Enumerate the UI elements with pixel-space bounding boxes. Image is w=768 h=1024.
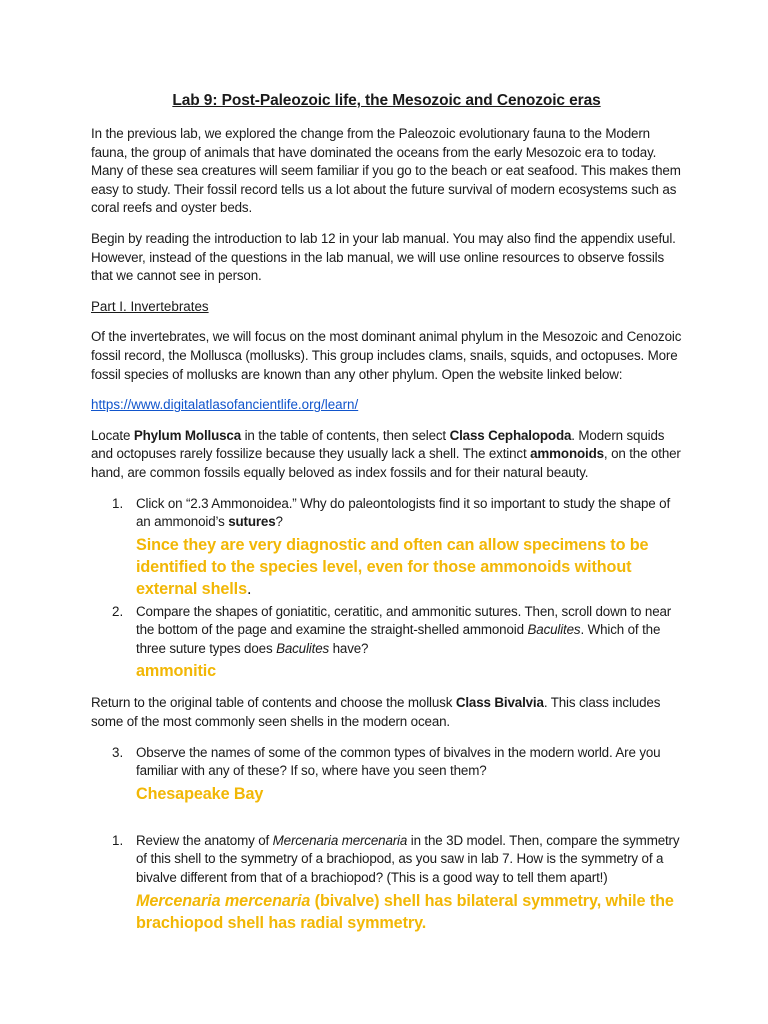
sutures-term: sutures <box>228 514 276 530</box>
question-text-c: ? <box>275 514 283 530</box>
baculites-term-2: Baculites <box>276 640 330 656</box>
question-list-3 <box>91 832 682 934</box>
question-item-2 <box>91 603 682 683</box>
part1-heading: Part I. Invertebrates <box>91 298 209 314</box>
question-item-3 <box>91 744 682 805</box>
question-text-a: Review the anatomy of <box>136 832 273 848</box>
answer-text: ammonitic <box>136 662 217 681</box>
part1-intro-paragraph: Of the invertebrates, we will focus on the most dominant animal phylum in the Mesozoic and Cenozoic fossil record, the Mollusca (mollusks). This group includes clams, snails, squids, and octopuses. More fossil species of mollusks are known than any other phylum. Open the website linked below: <box>91 329 682 382</box>
digital-atlas-link[interactable]: https://www.digitalatlasofancientlife.org/learn/ <box>91 397 359 413</box>
mercenaria-term: Mercenaria mercenaria <box>272 832 408 848</box>
intro-paragraph: In the previous lab, we explored the change from the Paleozoic evolutionary fauna to the Modern fauna, the group of animals that have dominated the oceans from the early Mesozoic era to today. Many of these sea creatures will seem familiar if you go to the beach or eat seafood. This makes them easy to study. Their fossil record tells us a lot about the future survival of modern ecosystems such as coral reefs and oyster beds. <box>91 126 681 216</box>
locate-text-e: . Modern squids and octopuses rarely fossilize because they usually lack a shell. The extinct <box>91 427 665 462</box>
page-title: Lab 9: Post-Paleozoic life, the Mesozoic and Cenozoic eras <box>172 92 601 109</box>
question-number: 3. <box>112 744 124 760</box>
phylum-mollusca-term: Phylum Mollusca <box>133 427 242 443</box>
question-number: 1. <box>112 495 124 511</box>
question-list-2 <box>91 744 682 805</box>
locate-text-g: , on the other hand, are common fossils equally beloved as index fossils and for their natural beauty. <box>91 446 681 480</box>
ammonoids-term: ammonoids <box>530 446 604 462</box>
return-paragraph <box>91 694 682 731</box>
question-item-4 <box>91 832 682 934</box>
question-text-a: Compare the shapes of goniatitic, ceratitic, and ammonitic sutures. Then, scroll down to near the bottom of the page and examine the straight-shelled ammonoid <box>136 603 672 638</box>
answer-text <box>136 534 682 600</box>
locate-text-a: Locate <box>91 427 134 443</box>
answer-species: Mercenaria mercenaria <box>136 891 311 910</box>
return-text-a: Return to the original table of contents and choose the mollusk <box>91 695 456 711</box>
question-text-e: have? <box>329 640 369 656</box>
baculites-term: Baculites <box>527 622 581 638</box>
answer-text <box>136 890 682 934</box>
question-number: 1. <box>112 832 124 848</box>
class-bivalvia-term: Class Bivalvia <box>455 695 544 711</box>
question-text <box>136 603 682 659</box>
question-text-c: in the 3D model. Then, compare the symmetry of this shell to the symmetry of a brachiopod, as you saw in lab 7. How is the symmetry of a bivalve different from that of a brachiopod? (This is a good way to tell them apart!) <box>136 832 680 886</box>
question-text-a: Click on “2.3 Ammonoidea.” Why do paleontologists find it so important to study the shape of an ammonoid’s <box>136 495 671 530</box>
question-text <box>136 832 682 888</box>
question-item-1 <box>91 495 682 600</box>
class-cephalopoda-term: Class Cephalopoda <box>449 427 572 443</box>
question-number: 2. <box>112 603 124 619</box>
return-text-c: . This class includes some of the most commonly seen shells in the modern ocean. <box>91 695 661 730</box>
locate-text-c: in the table of contents, then select <box>241 427 450 443</box>
answer-main: Since they are very diagnostic and often can allow specimens to be identified to the species level, even for those ammonoids without external shells <box>136 535 649 598</box>
question-text <box>136 495 682 532</box>
instructions-paragraph: Begin by reading the introduction to lab 12 in your lab manual. You may also find the appendix useful. However, instead of the questions in the lab manual, we will use online resources to observe fossils that we cannot see in person. <box>91 230 676 284</box>
answer-main: (bivalve) shell has bilateral symmetry, while the brachiopod shell has radial symmetry. <box>136 891 674 932</box>
question-text-c: . Which of the three suture types does <box>136 622 661 656</box>
answer-text: Chesapeake Bay <box>136 784 264 803</box>
answer-period: . <box>246 579 252 598</box>
question-text: Observe the names of some of the common types of bivalves in the modern world. Are you familiar with any of these? If so, where have you seen them? <box>136 744 661 779</box>
locate-paragraph <box>91 427 682 483</box>
question-list-1 <box>91 495 682 683</box>
